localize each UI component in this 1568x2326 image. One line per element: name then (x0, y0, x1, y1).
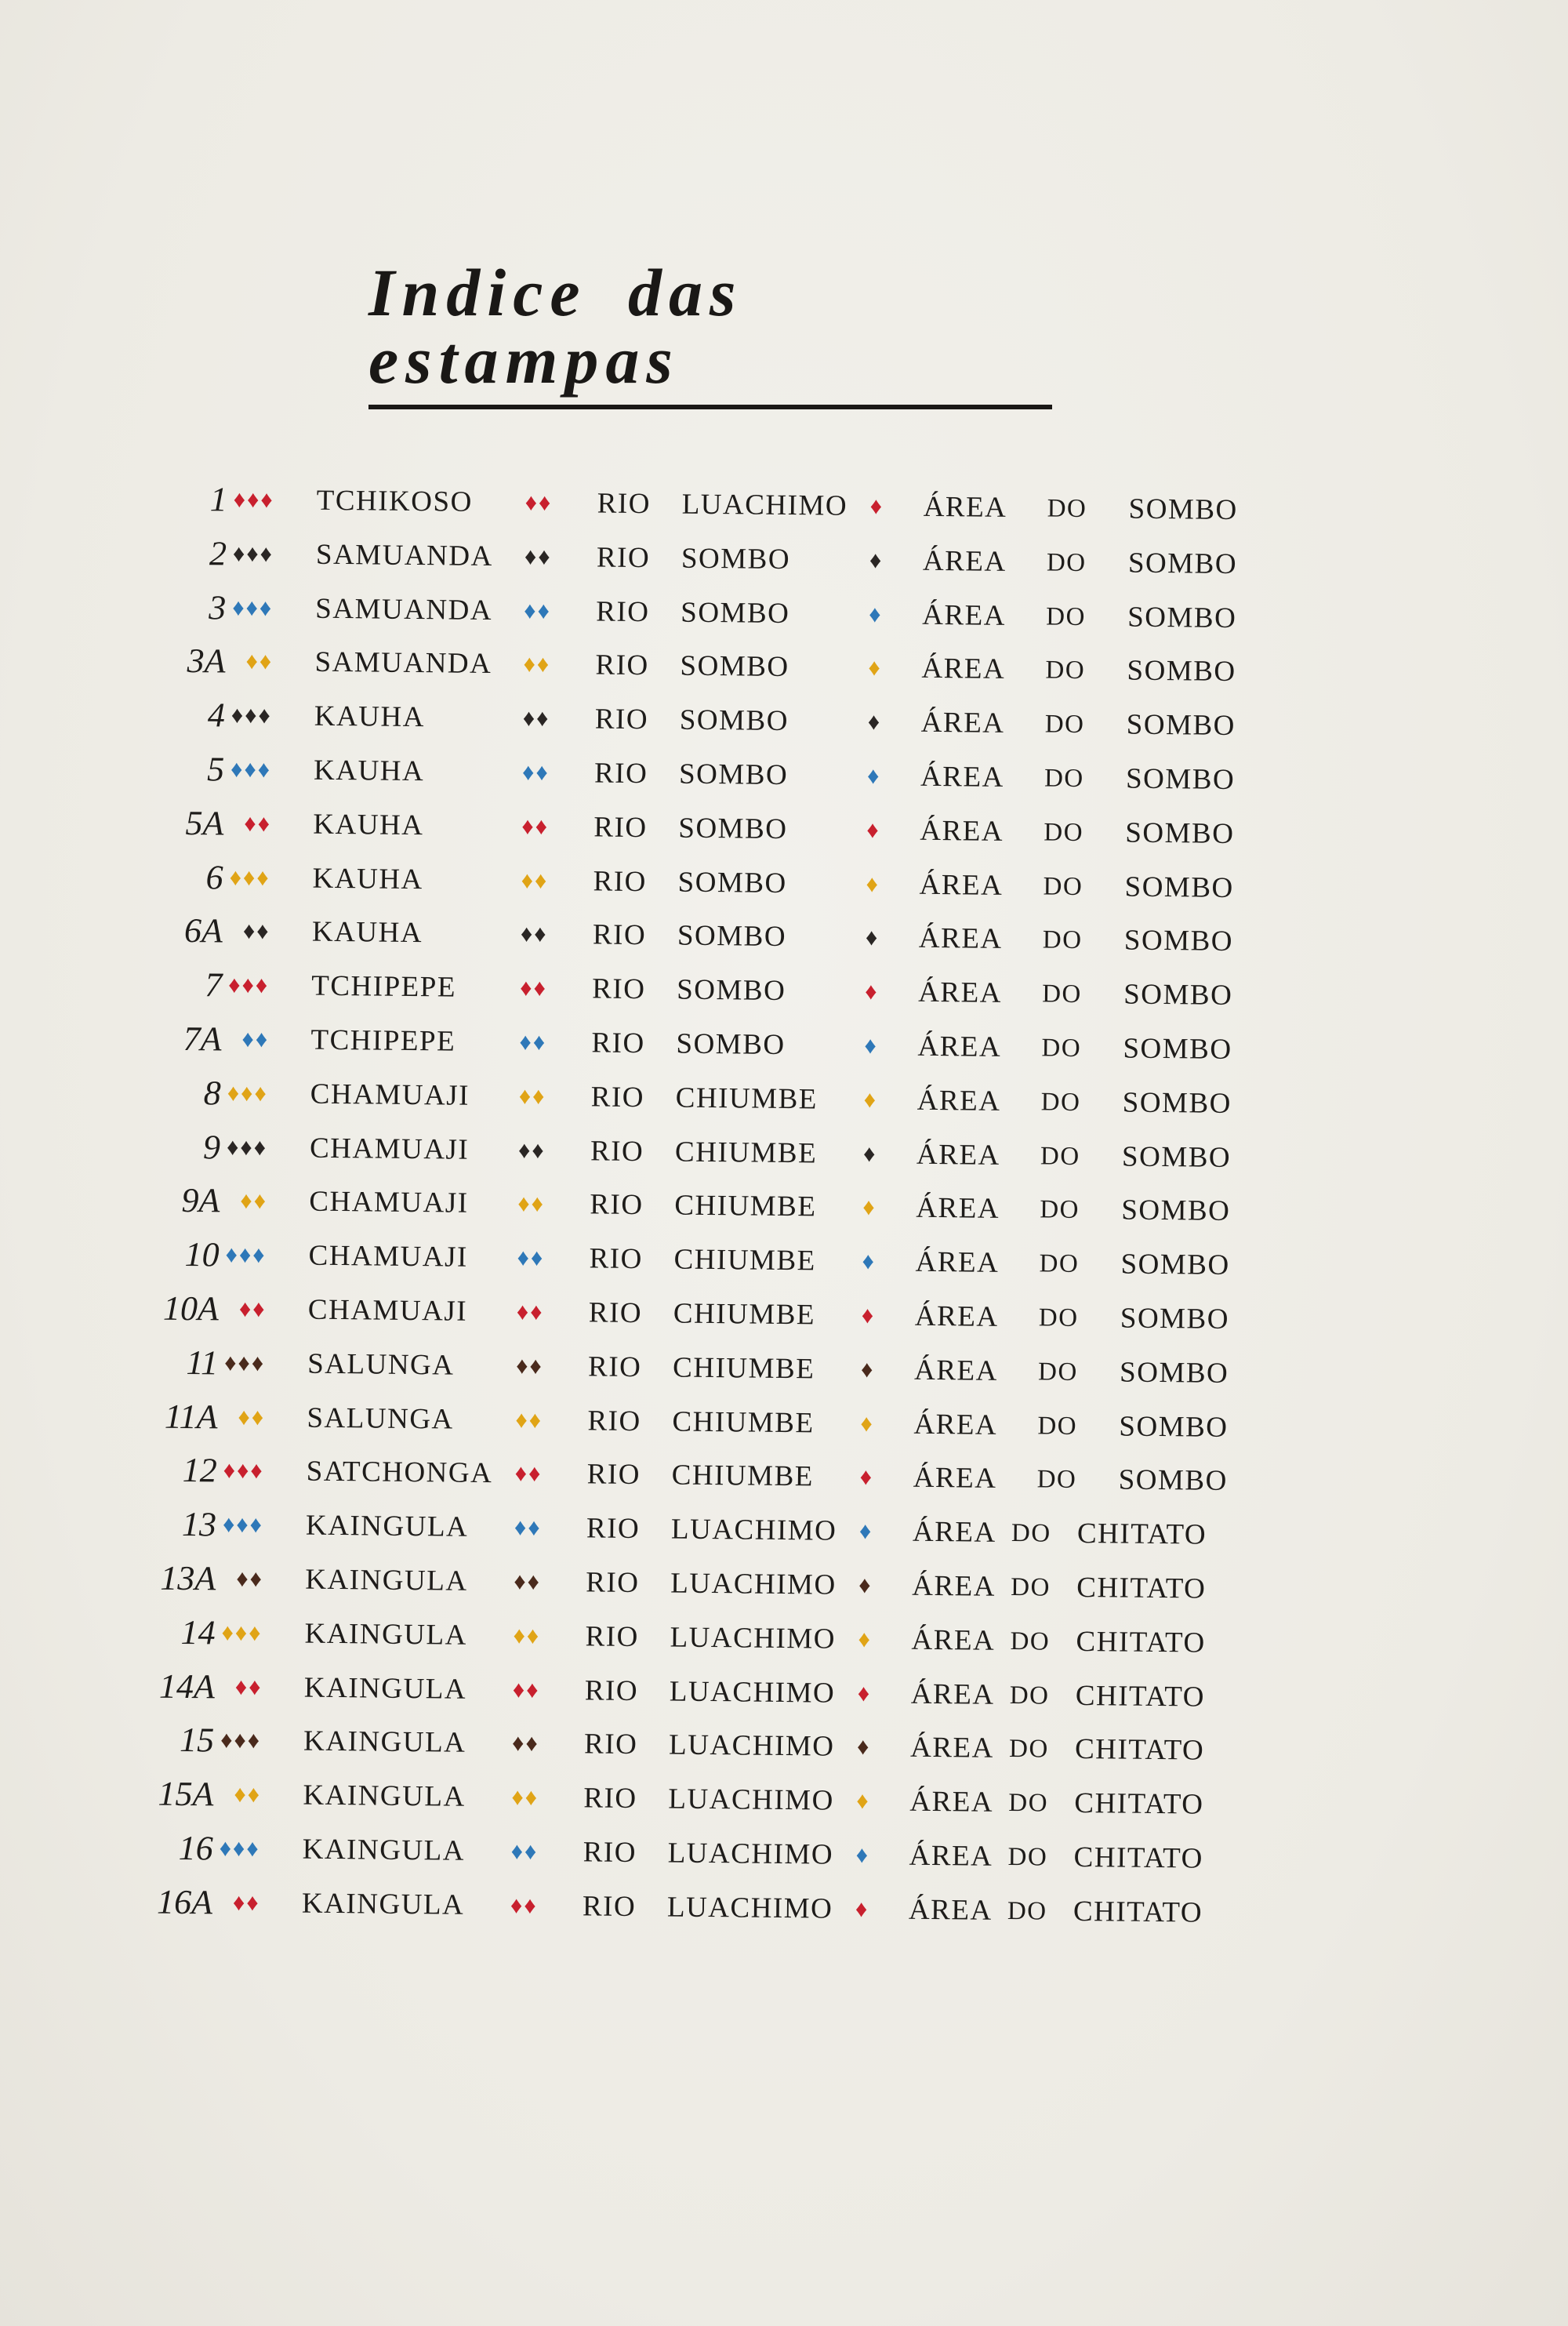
tribe-name: KAUHA (312, 862, 424, 896)
river-name: SOMBO (678, 758, 789, 792)
region-name: CHITATO (1076, 1625, 1206, 1659)
river-name: CHIUMBE (673, 1243, 816, 1277)
do-label: DO (1037, 1357, 1079, 1387)
diamond-markers-triple-icon: ♦♦♦ (230, 756, 272, 783)
diamond-markers-triple-icon: ♦♦♦ (220, 1727, 262, 1754)
region-name: SOMBO (1120, 1302, 1230, 1336)
do-label: DO (1042, 979, 1083, 1009)
region-name: SOMBO (1127, 654, 1236, 689)
diamond-markers-triple-icon: ♦♦♦ (221, 1619, 263, 1646)
diamond-markers-triple-icon: ♦♦ (234, 1674, 263, 1700)
tribe-name: CHAMUAJI (309, 1132, 470, 1166)
rio-label: RIO (583, 1782, 637, 1815)
plate-number: 9 (202, 1127, 221, 1167)
river-name: SOMBO (676, 1027, 786, 1061)
area-label: ÁREA (909, 1732, 995, 1765)
plate-number: 6A (183, 911, 223, 950)
diamond-markers-triple-icon: ♦♦♦ (230, 702, 272, 729)
diamond-marker-single-icon: ♦ (857, 1680, 872, 1706)
region-name: SOMBO (1119, 1410, 1229, 1444)
region-name: SOMBO (1118, 1463, 1229, 1498)
region-name: SOMBO (1127, 601, 1237, 634)
diamond-marker-single-icon: ♦ (856, 1734, 871, 1761)
tribe-name: SAMUANDA (315, 538, 494, 572)
river-name: LUACHIMO (668, 1783, 835, 1817)
do-label: DO (1009, 1681, 1050, 1710)
tribe-name: SAMUANDA (315, 592, 493, 627)
diamond-marker-single-icon: ♦ (865, 979, 879, 1005)
area-label: ÁREA (909, 1785, 994, 1819)
region-name: SOMBO (1128, 492, 1238, 527)
diamond-markers-double-icon: ♦♦ (522, 705, 550, 732)
rio-label: RIO (590, 1081, 645, 1114)
diamond-markers-triple-icon: ♦♦♦ (228, 972, 270, 999)
tribe-name: KAUHA (313, 808, 424, 841)
plate-number: 13 (181, 1505, 217, 1544)
diamond-markers-double-icon: ♦♦ (511, 1730, 539, 1757)
region-name: SOMBO (1123, 978, 1233, 1012)
plate-number: 11 (186, 1343, 219, 1383)
diamond-markers-triple-icon: ♦♦ (238, 1296, 267, 1323)
river-name: LUACHIMO (668, 1728, 835, 1764)
rio-label: RIO (596, 541, 651, 574)
area-label: ÁREA (914, 1299, 999, 1333)
diamond-marker-single-icon: ♦ (863, 1086, 878, 1114)
plate-number: 5A (185, 803, 224, 843)
diamond-markers-double-icon: ♦♦ (520, 975, 548, 1001)
title-underline (368, 405, 1052, 409)
region-name: SOMBO (1126, 708, 1236, 743)
region-name: CHITATO (1076, 1571, 1207, 1605)
do-label: DO (1008, 1789, 1049, 1818)
tribe-name: TCHIKOSO (316, 484, 473, 518)
do-label: DO (1045, 656, 1086, 685)
area-label: ÁREA (913, 1354, 999, 1387)
area-label: ÁREA (912, 1569, 996, 1603)
river-name: LUACHIMO (666, 1891, 833, 1925)
do-label: DO (1008, 1735, 1049, 1764)
area-label: ÁREA (916, 1192, 1000, 1226)
area-label: ÁREA (913, 1408, 998, 1441)
diamond-markers-triple-icon: ♦♦♦ (232, 540, 274, 567)
do-label: DO (1007, 1842, 1048, 1872)
diamond-marker-single-icon: ♦ (855, 1895, 869, 1922)
region-name: CHITATO (1075, 1679, 1206, 1714)
plate-number: 9A (181, 1181, 220, 1220)
rio-label: RIO (592, 918, 647, 952)
river-name: LUACHIMO (681, 488, 848, 522)
diamond-marker-single-icon: ♦ (860, 1410, 874, 1437)
plate-number: 15 (179, 1721, 215, 1760)
rio-label: RIO (587, 1404, 641, 1437)
river-name: SOMBO (681, 542, 791, 576)
rio-label: RIO (584, 1674, 639, 1707)
diamond-markers-triple-icon: ♦♦ (238, 1404, 266, 1430)
diamond-markers-double-icon: ♦♦ (524, 598, 552, 624)
river-name: LUACHIMO (667, 1837, 834, 1871)
diamond-markers-double-icon: ♦♦ (517, 1137, 546, 1164)
do-label: DO (1037, 1411, 1078, 1441)
area-label: ÁREA (921, 652, 1006, 686)
diamond-marker-single-icon: ♦ (866, 763, 881, 790)
region-name: CHITATO (1074, 1733, 1205, 1767)
diamond-markers-triple-icon: ♦♦♦ (232, 594, 274, 621)
do-label: DO (1042, 925, 1083, 955)
diamond-markers-double-icon: ♦♦ (516, 1299, 544, 1325)
diamond-marker-single-icon: ♦ (858, 1626, 873, 1652)
diamond-markers-triple-icon: ♦♦ (234, 1781, 262, 1808)
diamond-marker-single-icon: ♦ (862, 1248, 877, 1275)
do-label: DO (1036, 1465, 1077, 1495)
tribe-name: KAINGULA (305, 1509, 469, 1543)
rio-label: RIO (586, 1458, 641, 1492)
plate-number: 3A (187, 641, 226, 681)
diamond-marker-single-icon: ♦ (868, 655, 883, 681)
diamond-markers-triple-icon: ♦♦ (240, 1188, 268, 1215)
rio-label: RIO (593, 865, 648, 898)
diamond-markers-double-icon: ♦♦ (519, 1029, 547, 1056)
rio-label: RIO (593, 811, 648, 844)
diamond-marker-single-icon: ♦ (865, 925, 880, 951)
diamond-marker-single-icon: ♦ (867, 709, 882, 736)
rio-label: RIO (585, 1620, 640, 1653)
do-label: DO (1038, 1303, 1079, 1332)
river-name: LUACHIMO (670, 1513, 837, 1547)
river-name: CHIUMBE (671, 1459, 815, 1493)
river-name: CHIUMBE (674, 1136, 818, 1170)
rio-label: RIO (590, 1188, 644, 1222)
diamond-markers-triple-icon: ♦♦ (242, 918, 270, 945)
area-label: ÁREA (915, 1245, 1000, 1280)
diamond-markers-double-icon: ♦♦ (510, 1892, 538, 1919)
diamond-markers-double-icon: ♦♦ (524, 489, 553, 516)
do-label: DO (1040, 1141, 1080, 1171)
diamond-markers-triple-icon: ♦♦♦ (229, 864, 270, 891)
diamond-markers-triple-icon: ♦♦ (241, 1026, 270, 1053)
do-label: DO (1044, 764, 1084, 793)
region-name: SOMBO (1119, 1356, 1229, 1390)
river-name: LUACHIMO (670, 1567, 837, 1601)
diamond-markers-triple-icon: ♦♦♦ (226, 1134, 268, 1161)
diamond-markers-double-icon: ♦♦ (514, 1460, 543, 1488)
tribe-name: CHAMUAJI (307, 1293, 468, 1328)
diamond-markers-double-icon: ♦♦ (512, 1676, 540, 1703)
diamond-markers-triple-icon: ♦♦♦ (233, 486, 274, 514)
diamond-markers-double-icon: ♦♦ (515, 1406, 543, 1434)
area-label: ÁREA (920, 706, 1005, 740)
area-label: ÁREA (908, 1893, 993, 1927)
river-name: SOMBO (679, 703, 789, 738)
region-name: CHITATO (1074, 1787, 1204, 1821)
plate-number: 3 (209, 587, 227, 627)
area-label: ÁREA (911, 1623, 996, 1657)
do-label: DO (1040, 1088, 1081, 1117)
tribe-name: KAUHA (314, 700, 426, 734)
tribe-name: CHAMUAJI (310, 1078, 470, 1112)
rio-label: RIO (583, 1728, 638, 1761)
plate-number: 2 (209, 534, 227, 573)
plate-number: 16 (178, 1828, 213, 1868)
diamond-marker-single-icon: ♦ (855, 1841, 870, 1869)
plate-number: 7A (183, 1019, 222, 1059)
region-name: SOMBO (1123, 1032, 1232, 1066)
diamond-marker-single-icon: ♦ (866, 816, 880, 844)
diamond-markers-double-icon: ♦♦ (513, 1623, 541, 1649)
area-label: ÁREA (909, 1839, 993, 1873)
diamond-markers-double-icon: ♦♦ (520, 921, 548, 948)
region-name: SOMBO (1127, 547, 1238, 580)
do-label: DO (1046, 548, 1087, 577)
diamond-markers-triple-icon: ♦♦ (236, 1565, 264, 1593)
area-label: ÁREA (917, 1030, 1002, 1063)
rio-label: RIO (595, 649, 649, 682)
area-label: ÁREA (916, 1138, 1000, 1172)
do-label: DO (1011, 1572, 1051, 1602)
do-label: DO (1041, 1034, 1082, 1063)
diamond-markers-triple-icon: ♦♦♦ (227, 1080, 268, 1107)
plates-index-list (0, 474, 1568, 1946)
river-name: SOMBO (678, 812, 788, 845)
region-name: SOMBO (1125, 762, 1236, 796)
plate-number: 7 (204, 965, 223, 1005)
do-label: DO (1040, 1195, 1080, 1225)
area-label: ÁREA (910, 1677, 995, 1711)
rio-label: RIO (586, 1512, 641, 1546)
tribe-name: SAMUANDA (314, 646, 492, 681)
river-name: SOMBO (677, 866, 787, 900)
diamond-markers-double-icon: ♦♦ (517, 1190, 546, 1218)
diamond-marker-single-icon: ♦ (862, 1194, 877, 1221)
rio-label: RIO (583, 1836, 637, 1869)
plate-number: 5 (206, 750, 225, 789)
diamond-marker-single-icon: ♦ (858, 1518, 873, 1545)
title-block (368, 255, 1058, 409)
region-name: SOMBO (1120, 1248, 1230, 1282)
tribe-name: CHAMUAJI (308, 1239, 469, 1274)
tribe-name: CHAMUAJI (309, 1186, 469, 1220)
tribe-name: SALUNGA (307, 1347, 455, 1382)
area-label: ÁREA (920, 814, 1004, 848)
plate-number: 10 (184, 1235, 220, 1274)
diamond-markers-triple-icon: ♦♦ (244, 810, 272, 837)
area-label: ÁREA (920, 760, 1005, 794)
area-label: ÁREA (912, 1515, 996, 1550)
tribe-name: KAINGULA (304, 1617, 468, 1652)
diamond-markers-triple-icon: ♦♦ (245, 649, 274, 675)
diamond-marker-single-icon: ♦ (861, 1303, 876, 1329)
diamond-markers-triple-icon: ♦♦♦ (223, 1457, 264, 1485)
diamond-markers-double-icon: ♦♦ (510, 1838, 539, 1865)
region-name: SOMBO (1121, 1194, 1231, 1228)
tribe-name: KAINGULA (302, 1833, 466, 1867)
rio-label: RIO (591, 1027, 645, 1060)
river-name: CHIUMBE (672, 1351, 815, 1386)
area-label: ÁREA (916, 1084, 1001, 1118)
tribe-name: KAUHA (311, 916, 423, 950)
plate-number: 10A (162, 1288, 220, 1328)
rio-label: RIO (597, 487, 652, 521)
diamond-marker-single-icon: ♦ (866, 870, 880, 897)
rio-label: RIO (596, 595, 650, 628)
plate-number: 8 (203, 1074, 222, 1113)
tribe-name: KAINGULA (301, 1887, 465, 1921)
area-label: ÁREA (922, 544, 1007, 578)
do-label: DO (1011, 1519, 1051, 1548)
river-name: CHIUMBE (674, 1189, 817, 1223)
plate-number: 15A (158, 1774, 214, 1814)
do-label: DO (1044, 710, 1085, 740)
rio-label: RIO (586, 1566, 640, 1600)
area-label: ÁREA (913, 1462, 997, 1496)
river-name: CHIUMBE (672, 1405, 815, 1439)
do-label: DO (1044, 818, 1084, 847)
diamond-markers-triple-icon: ♦♦♦ (219, 1835, 260, 1862)
rio-label: RIO (592, 972, 646, 1006)
page-title: Indice das estampas (368, 255, 743, 398)
tribe-name: TCHIPEPE (310, 1023, 456, 1058)
diamond-markers-double-icon: ♦♦ (524, 543, 552, 570)
river-name: LUACHIMO (669, 1675, 836, 1710)
region-name: CHITATO (1073, 1841, 1204, 1875)
diamond-marker-single-icon: ♦ (858, 1572, 873, 1599)
plate-number: 14A (158, 1666, 216, 1706)
diamond-marker-single-icon: ♦ (869, 601, 883, 627)
area-label: ÁREA (922, 598, 1007, 632)
rio-label: RIO (590, 1134, 644, 1168)
diamond-markers-triple-icon: ♦♦♦ (224, 1350, 266, 1376)
rio-label: RIO (593, 757, 648, 790)
diamond-marker-single-icon: ♦ (869, 547, 884, 574)
tribe-name: KAINGULA (305, 1563, 468, 1597)
diamond-markers-double-icon: ♦♦ (521, 867, 549, 894)
river-name: CHIUMBE (675, 1081, 818, 1116)
diamond-marker-single-icon: ♦ (864, 1033, 878, 1059)
region-name: CHITATO (1073, 1895, 1203, 1929)
diamond-markers-double-icon: ♦♦ (523, 651, 551, 678)
river-name: CHIUMBE (673, 1297, 816, 1332)
diamond-markers-double-icon: ♦♦ (518, 1083, 546, 1110)
diamond-marker-single-icon: ♦ (862, 1140, 877, 1167)
river-name: LUACHIMO (670, 1621, 837, 1655)
region-name: SOMBO (1124, 870, 1234, 904)
diamond-marker-single-icon: ♦ (859, 1464, 874, 1491)
area-label: ÁREA (917, 976, 1003, 1010)
region-name: CHITATO (1076, 1517, 1207, 1551)
region-name: SOMBO (1121, 1140, 1232, 1174)
plate-number: 14 (180, 1612, 216, 1652)
tribe-name: SALUNGA (307, 1401, 454, 1436)
tribe-name: KAUHA (313, 754, 425, 788)
diamond-markers-triple-icon: ♦♦♦ (222, 1511, 264, 1539)
diamond-markers-triple-icon: ♦♦ (232, 1889, 260, 1916)
do-label: DO (1039, 1249, 1080, 1279)
plate-number: 6 (205, 857, 223, 897)
river-name: SOMBO (677, 919, 787, 954)
river-name: SOMBO (681, 596, 790, 630)
rio-label: RIO (589, 1242, 644, 1276)
plate-number: 4 (207, 696, 226, 735)
rio-label: RIO (587, 1350, 642, 1383)
tribe-name: KAINGULA (303, 1671, 467, 1706)
area-label: ÁREA (919, 868, 1004, 902)
diamond-markers-double-icon: ♦♦ (514, 1568, 542, 1595)
diamond-marker-single-icon: ♦ (860, 1356, 875, 1383)
rio-label: RIO (588, 1296, 643, 1330)
plate-number: 13A (160, 1558, 216, 1598)
river-name: SOMBO (677, 973, 786, 1008)
diamond-markers-double-icon: ♦♦ (511, 1784, 539, 1811)
tribe-name: KAINGULA (303, 1725, 466, 1760)
tribe-name: KAINGULA (303, 1779, 466, 1813)
rio-label: RIO (582, 1890, 637, 1923)
region-name: SOMBO (1122, 1086, 1232, 1120)
region-name: SOMBO (1125, 816, 1235, 850)
river-name: SOMBO (680, 649, 789, 684)
diamond-markers-double-icon: ♦♦ (521, 813, 550, 840)
region-name: SOMBO (1123, 924, 1234, 958)
diamond-marker-single-icon: ♦ (869, 493, 884, 520)
area-label: ÁREA (918, 922, 1003, 956)
diamond-markers-double-icon: ♦♦ (516, 1353, 543, 1379)
plate-number: 16A (156, 1882, 213, 1922)
rio-label: RIO (594, 703, 649, 736)
diamond-markers-double-icon: ♦♦ (521, 759, 550, 786)
do-label: DO (1047, 494, 1087, 523)
area-label: ÁREA (923, 490, 1007, 524)
plate-number: 12 (182, 1451, 218, 1490)
plate-number: 11A (164, 1397, 218, 1436)
do-label: DO (1007, 1896, 1047, 1926)
do-label: DO (1043, 872, 1083, 901)
diamond-markers-double-icon: ♦♦ (514, 1514, 542, 1541)
tribe-name: TCHIPEPE (311, 969, 457, 1004)
do-label: DO (1010, 1626, 1051, 1656)
diamond-markers-triple-icon: ♦♦♦ (225, 1241, 267, 1269)
plate-number: 1 (209, 480, 227, 519)
do-label: DO (1046, 602, 1087, 631)
diamond-marker-single-icon: ♦ (856, 1788, 870, 1815)
tribe-name: SATCHONGA (306, 1455, 493, 1490)
diamond-markers-double-icon: ♦♦ (517, 1245, 545, 1271)
